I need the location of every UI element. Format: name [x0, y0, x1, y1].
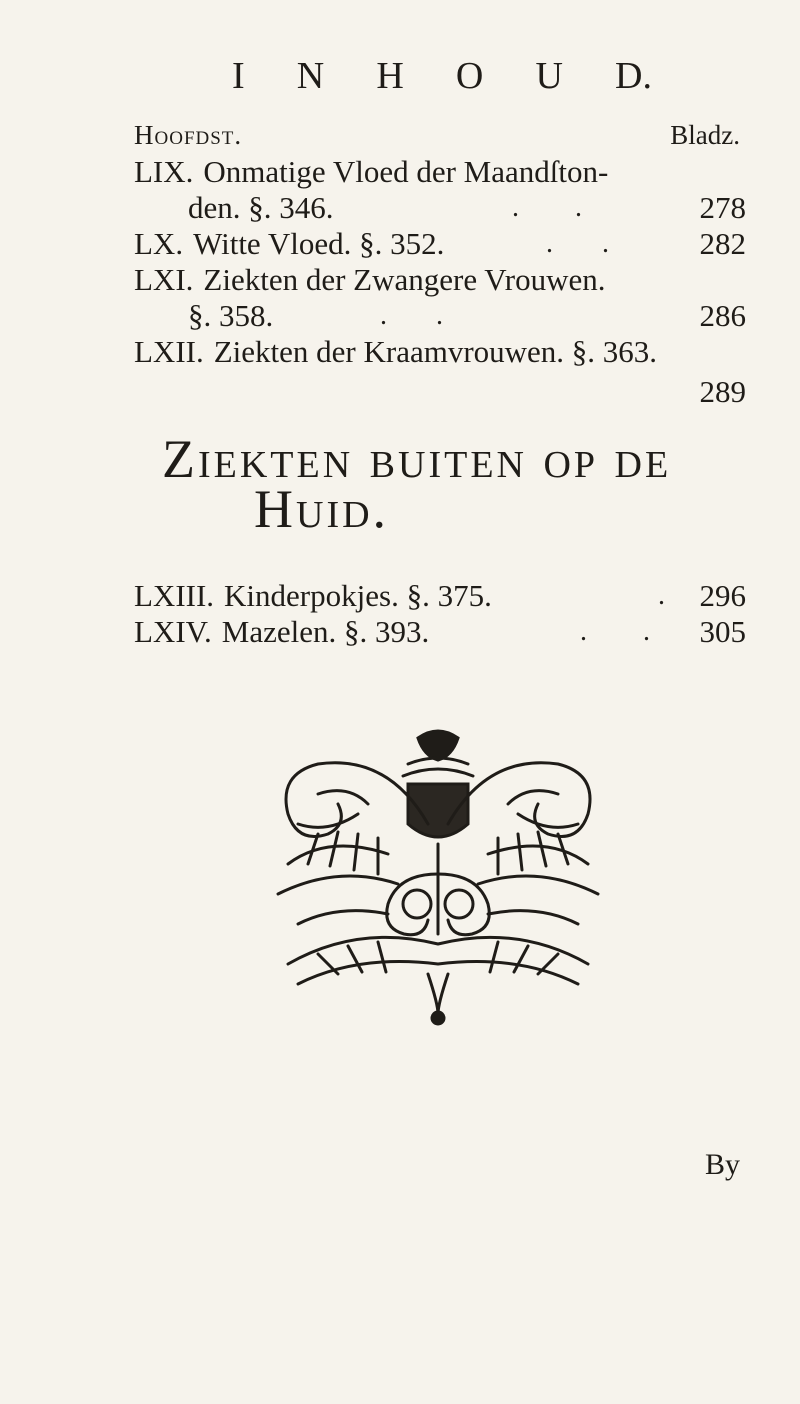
floral-ornament-icon — [258, 724, 618, 1028]
chapter-title-continuation: §. 358. — [188, 298, 274, 333]
chapter-number: LIX. — [134, 154, 194, 189]
chapter-number: LXI. — [134, 262, 194, 297]
leader-dots: . . — [380, 300, 443, 331]
chapter-number: LX. — [134, 226, 184, 261]
page-column-heading: Bladz. — [670, 120, 740, 150]
chapter-title: Kinderpokjes. §. 375. — [224, 578, 492, 613]
section-title-line-2: Huid. — [254, 479, 390, 539]
chapter-title: Onmatige Vloed der Maandſton- — [203, 154, 609, 189]
page-number: 305 — [699, 614, 746, 649]
chapter-number: LXIII. — [134, 578, 215, 613]
section-title: Ziekten buiten op de — [162, 429, 672, 489]
chapter-number: LXIV. — [134, 614, 212, 649]
leader-dots: . — [658, 580, 665, 611]
page-number: 289 — [699, 374, 746, 409]
running-head-letter: H — [376, 55, 404, 97]
toc-entry — [134, 334, 746, 370]
leader-dots: . . — [546, 228, 609, 259]
leader-dots: . . — [512, 192, 582, 223]
toc-entry — [134, 154, 746, 190]
running-head-letter: O — [455, 55, 484, 97]
catchword: By — [704, 1148, 740, 1181]
toc-entry — [134, 578, 746, 614]
running-head-letter: U — [535, 55, 563, 97]
toc-entry — [134, 262, 746, 298]
page-number: 296 — [699, 578, 746, 613]
chapter-title: Ziekten der Kraamvrouwen. §. 363. — [213, 334, 658, 369]
chapter-title: Mazelen. §. 393. — [221, 614, 430, 649]
leader-dots: . . — [580, 616, 650, 647]
chapter-title-continuation: den. §. 346. — [188, 190, 334, 225]
chapter-column-heading: Hoofdst. — [134, 120, 243, 150]
running-head-letter: N — [296, 55, 325, 97]
running-head-letter: I — [232, 55, 245, 97]
chapter-title: Witte Vloed. §. 352. — [193, 226, 445, 261]
running-head-letter: D. — [615, 55, 652, 97]
toc-entry — [134, 226, 746, 262]
toc-entry — [134, 614, 746, 650]
page-number: 278 — [699, 190, 746, 225]
page-number: 286 — [699, 298, 746, 333]
running-head — [232, 54, 652, 98]
chapter-number: LXII. — [134, 334, 204, 369]
toc-entry-continuation — [134, 298, 746, 334]
page-number: 282 — [699, 226, 746, 261]
toc-entry-continuation — [134, 190, 746, 226]
chapter-title: Ziekten der Zwangere Vrouwen. — [203, 262, 606, 297]
